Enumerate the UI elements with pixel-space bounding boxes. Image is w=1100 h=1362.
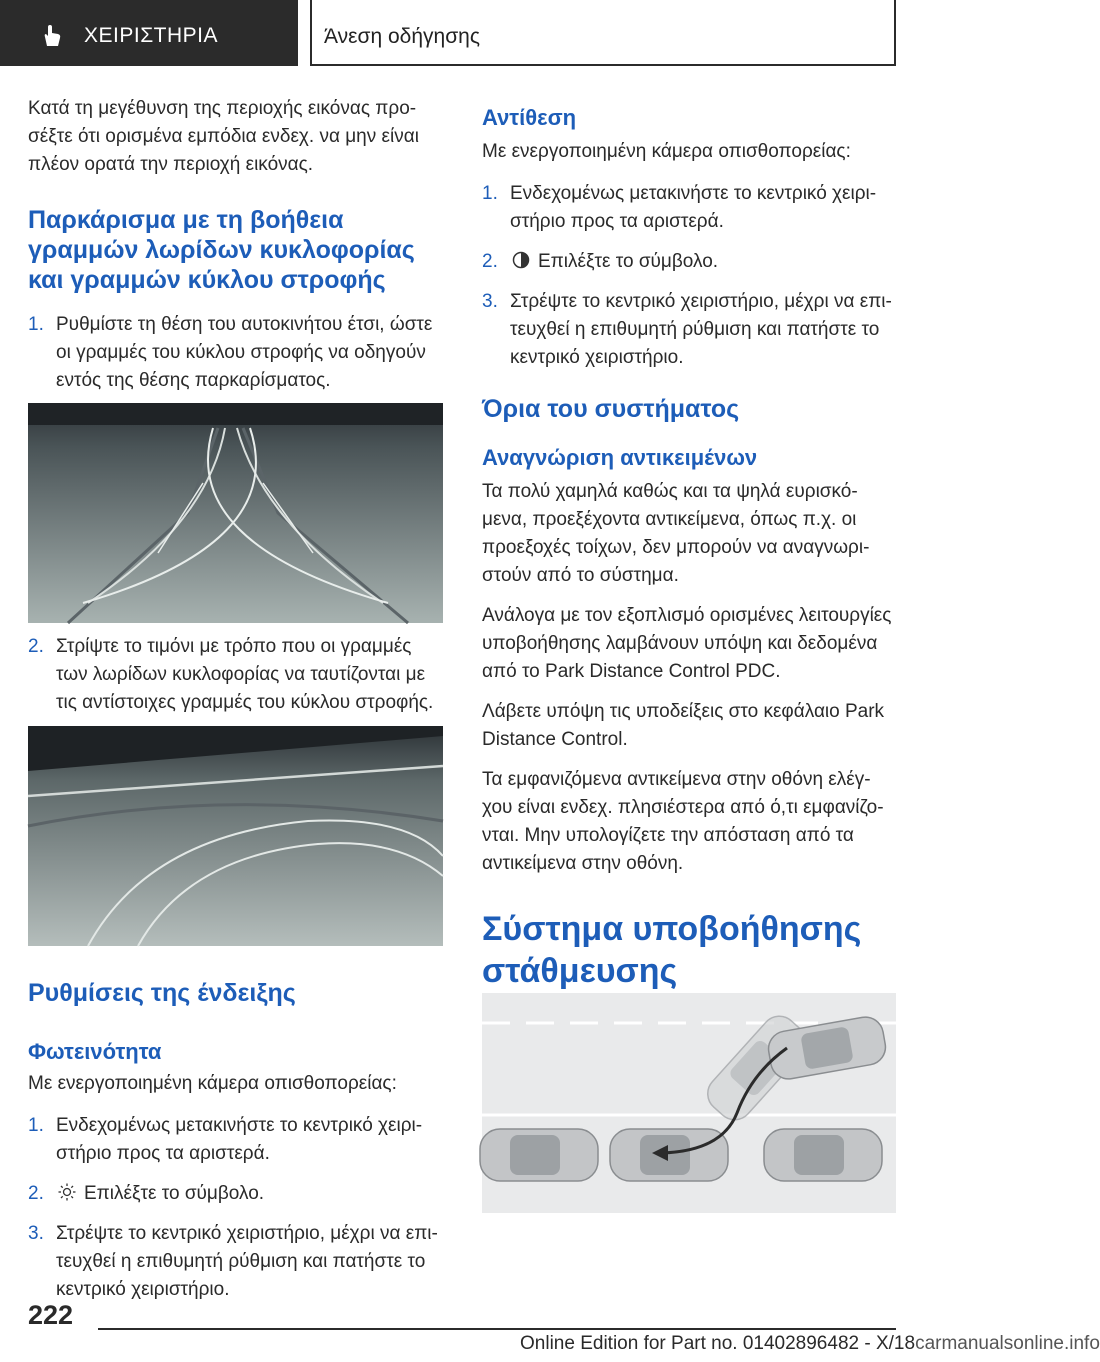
page-number: 222 (28, 1300, 74, 1330)
heading-system-limits: Όρια του συστήματος (482, 395, 740, 423)
list-item: 3. Στρέψτε το κεντρικό χειριστήριο, μέχρι να επι-τευχθεί η επιθυμητή ρύθμιση και πατήστε το κεντρικό χειριστήριο. (482, 291, 892, 368)
camera-turn-image (28, 726, 443, 946)
camera-lines-image (28, 403, 443, 623)
list-item: 1. Ενδεχομένως μετακινήστε το κεντρικό χειρι-στήριο προς τα αριστερά. (482, 183, 877, 232)
chapter-title: Άνεση οδήγησης (324, 25, 480, 48)
detection-paragraph-4: Τα εμφανιζόμενα αντικείμενα στην οθόνη ελέγ-χου είναι ενδεχ. πλησιέστερα από ό,τι εμφανίζο-νται. Μην υπολογίζετε την απόσταση από τα αντικείμενα στην οθόνη. (482, 769, 884, 874)
edition-text: Online Edition for Part no. 01402896482 - X/18 (520, 1333, 916, 1354)
brightness-intro: Με ενεργοποιημένη κάμερα οπισθοπορείας: (28, 1073, 397, 1094)
detection-paragraph-2: Ανάλογα με τον εξοπλισμό ορισμένες λειτουργίες υποβοήθησης λαμβάνουν υπόψη και δεδομένα από το Park Distance Control PDC. (482, 605, 892, 682)
list-item: 2. Επιλέξτε το σύμβολο. (482, 251, 719, 272)
contrast-intro: Με ενεργοποιημένη κάμερα οπισθοπορείας: (482, 141, 851, 162)
left-column (28, 95, 446, 407)
contrast-steps (482, 180, 896, 372)
parking-steps-1 (28, 311, 446, 395)
heading-object-detection: Αναγνώριση αντικειμένων (482, 445, 758, 470)
section-title: ΧΕΙΡΙΣΤΗΡΙΑ (84, 24, 219, 47)
parking-diagram (482, 993, 896, 1213)
brightness-icon (58, 1183, 76, 1201)
parked-car-right (764, 1129, 882, 1181)
parked-car-middle (610, 1129, 728, 1181)
detection-paragraph-1: Τα πολύ χαμηλά καθώς και τα ψηλά ευρισκό-μενα, προεξέχοντα αντικείμενα, όπως π.χ. οι προεξοχές τοίχων, δεν μπορούν να αναγνωρι-στούν από το σύστημα. (482, 481, 870, 586)
left-column-2 (28, 633, 446, 729)
parking-steps-2 (28, 633, 446, 717)
heading-contrast: Αντίθεση (482, 105, 577, 130)
heading-parking-assistant: Σύστημα υποβοήθησης στάθμευσης (482, 908, 896, 995)
heading-brightness: Φωτεινότητα (28, 1039, 162, 1064)
list-item: 3. Στρέψτε το κεντρικό χειριστήριο, μέχρι να επι-τευχθεί η επιθυμητή ρύθμιση και πατήστε το κεντρικό χειριστήριο. (28, 1223, 438, 1300)
footer-rule (98, 1328, 896, 1330)
brightness-steps (28, 1112, 446, 1304)
right-column (482, 104, 896, 1051)
list-item: 2. Στρίψτε το τιμόνι με τρόπο που οι γραμμές των λωρίδων κυκλοφορίας να ταυτίζονται με τις αντίστοιχες γραμμές του κύκλου στροφής. (28, 636, 434, 713)
list-item: 1. Ρυθμίστε τη θέση του αυτοκινήτου έτσι, ώστε οι γραμμές του κύκλου στροφής να οδηγούν εντός της θέσης παρκαρίσματος. (28, 314, 433, 391)
hand-icon (40, 25, 62, 47)
heading-display-settings: Ρυθμίσεις της ένδειξης (28, 979, 296, 1007)
watermark-text: carmanualsonline.info (915, 1333, 1100, 1354)
parked-car-left (480, 1129, 598, 1181)
left-column-3 (28, 978, 446, 1316)
list-item: 2. Επιλέξτε το σύμβολο. (28, 1183, 265, 1204)
section-tab (0, 0, 298, 66)
contrast-icon (512, 251, 530, 269)
detection-paragraph-3: Λάβετε υπόψη τις υποδείξεις στο κεφάλαιο Park Distance Control. (482, 701, 885, 750)
list-item: 1. Ενδεχομένως μετακινήστε το κεντρικό χειρι-στήριο προς τα αριστερά. (28, 1115, 423, 1164)
intro-paragraph: Κατά τη μεγέθυνση της περιοχής εικόνας προ-σέξτε ότι ορισμένα εμπόδια ενδεχ. να μην είναι πλέον ορατά την περιοχή εικόνας. (28, 98, 419, 175)
heading-parking-lines: Παρκάρισμα με τη βοήθεια γραμμών λωρίδων κυκλοφορίας και γραμμών κύκλου στροφής (28, 206, 415, 294)
page-header (0, 0, 960, 66)
edition-note (520, 1333, 1100, 1355)
chapter-box (310, 0, 896, 66)
